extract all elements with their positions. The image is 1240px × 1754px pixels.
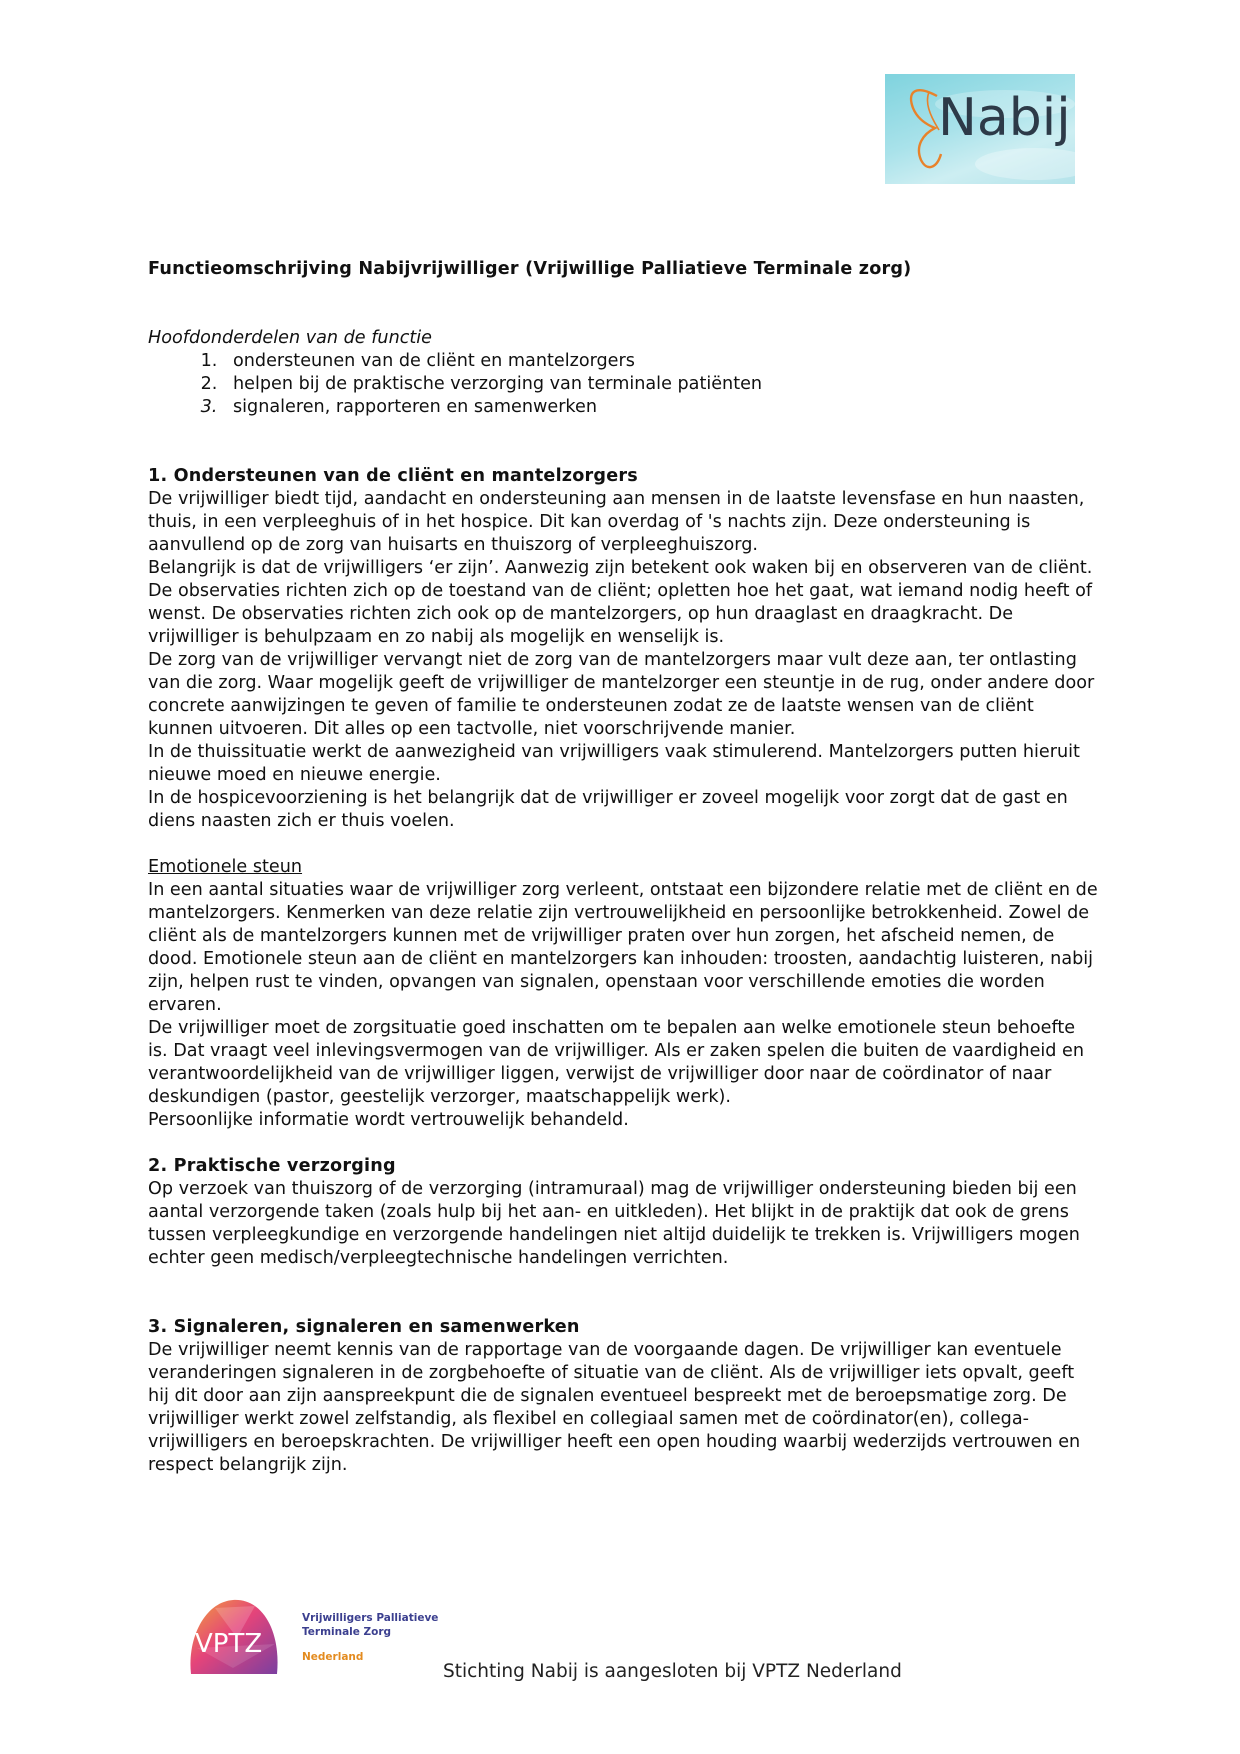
paragraph: In de hospicevoorziening is het belangrijk dat de vrijwilliger er zoveel mogelijk voor zorgt dat de gast en diens naasten zich er thuis voelen. bbox=[148, 788, 1068, 831]
section-2 bbox=[148, 1155, 1098, 1270]
vptz-emblem-icon bbox=[185, 1598, 295, 1678]
section-heading: 2. Praktische verzorging bbox=[148, 1156, 396, 1176]
paragraph: Persoonlijke informatie wordt vertrouwelijk behandeld. bbox=[148, 1110, 629, 1130]
section-emotional-support bbox=[148, 856, 1098, 1132]
vptz-line: Terminale Zorg bbox=[302, 1626, 392, 1638]
paragraph: De vrijwilliger biedt tijd, aandacht en ondersteuning aan mensen in de laatste levensfase en hun naasten, thuis, in een verpleeghuis of in het hospice. Dit kan overdag of 's nachts zijn. Deze ondersteuning is aanvullend op de zorg van huisarts en thuiszorg of verpleeghuiszorg. bbox=[148, 489, 1085, 555]
vptz-mark: VPTZ bbox=[195, 1629, 263, 1659]
list-item: 1. ondersteunen van de cliënt en mantelzorgers bbox=[223, 350, 1098, 373]
nabij-logo bbox=[885, 74, 1075, 184]
paragraph: Belangrijk is dat de vrijwilligers ‘er zijn’. Aanwezig zijn betekent ook waken bij en observeren van de cliënt. De observaties richten zich op de toestand van de cliënt; opletten hoe het gaat, wat iemand nodig heeft of wenst. De observaties richten zich ook op de mantelzorgers, op hun draaglast en draagkracht. De vrijwilliger is behulpzaam en zo nabij als mogelijk en wenselijk is. bbox=[148, 558, 1093, 647]
nabij-wordmark: Nabij bbox=[938, 88, 1071, 148]
paragraph: In een aantal situaties waar de vrijwilliger zorg verleent, ontstaat een bijzondere relatie met de cliënt en de mantelzorgers. Kenmerken van deze relatie zijn vertrouwelijkheid en persoonlijke betrokkenheid. Zowel de cliënt als de mantelzorgers kunnen met de vrijwilliger praten over hun zorgen, het afscheid nemen, de dood. Emotionele steun aan de cliënt en mantelzorgers kan inhouden: troosten, aandachtig luisteren, nabij zijn, helpen rust te vinden, opvangen van signalen, openstaan voor verschillende emoties die worden ervaren. bbox=[148, 880, 1098, 1015]
document-body bbox=[148, 258, 1098, 1477]
vptz-caption bbox=[302, 1611, 438, 1664]
task-list bbox=[148, 350, 1098, 419]
list-item: 2. helpen bij de praktische verzorging van terminale patiënten bbox=[223, 373, 1098, 396]
intro-block bbox=[148, 327, 1098, 419]
subheading: Emotionele steun bbox=[148, 857, 303, 877]
paragraph: De zorg van de vrijwilliger vervangt niet de zorg van de mantelzorgers maar vult deze aan, ter ontlasting van die zorg. Waar mogelijk geeft de vrijwilliger de mantelzorger een steuntje in de rug, onder andere door concrete aanwijzingen te geven of familie te ondersteunen zodat ze de laatste wensen van de cliënt kunnen uitvoeren. Dit alles op een tactvolle, niet voorschrijvende manier. bbox=[148, 650, 1095, 739]
vptz-line: Vrijwilligers Palliatieve bbox=[302, 1612, 439, 1624]
vptz-country: Nederland bbox=[302, 1651, 364, 1663]
paragraph: De vrijwilliger neemt kennis van de rapportage van de voorgaande dagen. De vrijwilliger kan eventuele veranderingen signaleren in de zorgbehoefte of situatie van de cliënt. Als de vrijwilliger iets opvalt, geeft hij dit door aan zijn aanspreekpunt die de signalen eventueel bespreekt met de beroepsmatige zorg. De vrijwilliger werkt zowel zelfstandig, als flexibel en collegiaal samen met de coördinator(en), collega-vrijwilligers en beroepskrachten. De vrijwilliger heeft een open houding waarbij wederzijds vertrouwen en respect belangrijk zijn. bbox=[148, 1340, 1081, 1475]
intro-heading: Hoofdonderdelen van de functie bbox=[148, 328, 433, 348]
document-title: Functieomschrijving Nabijvrijwilliger (Vrijwillige Palliatieve Terminale zorg) bbox=[148, 259, 912, 279]
paragraph: Op verzoek van thuiszorg of de verzorging (intramuraal) mag de vrijwilliger ondersteuning bieden bij een aantal verzorgende taken (zoals hulp bij het aan- en uitkleden). Het blijkt in de praktijk dat ook de grens tussen verpleegkundige en verzorgende handelingen niet altijd duidelijk te trekken is. Vrijwilligers mogen echter geen medisch/verpleegtechnische handelingen verrichten. bbox=[148, 1179, 1080, 1268]
list-item: 3. signaleren, rapporteren en samenwerken bbox=[223, 396, 1098, 419]
section-3 bbox=[148, 1316, 1098, 1477]
section-heading: 3. Signaleren, signaleren en samenwerken bbox=[148, 1317, 580, 1337]
section-heading: 1. Ondersteunen van de cliënt en mantelzorgers bbox=[148, 466, 638, 486]
footer-statement: Stichting Nabij is aangesloten bij VPTZ Nederland bbox=[443, 1661, 902, 1682]
paragraph: De vrijwilliger moet de zorgsituatie goed inschatten om te bepalen aan welke emotionele steun behoefte is. Dat vraagt veel inlevingsvermogen van de vrijwilliger. Als er zaken spelen die buiten de vaardigheid en verantwoordelijkheid van de vrijwilliger liggen, verwijst de vrijwilliger door naar de coördinator of naar deskundigen (pastor, geestelijk verzorger, maatschappelijk werk). bbox=[148, 1018, 1085, 1107]
paragraph: In de thuissituatie werkt de aanwezigheid van vrijwilligers vaak stimulerend. Mantelzorgers putten hieruit nieuwe moed en nieuwe energie. bbox=[148, 742, 1080, 785]
section-1 bbox=[148, 465, 1098, 833]
